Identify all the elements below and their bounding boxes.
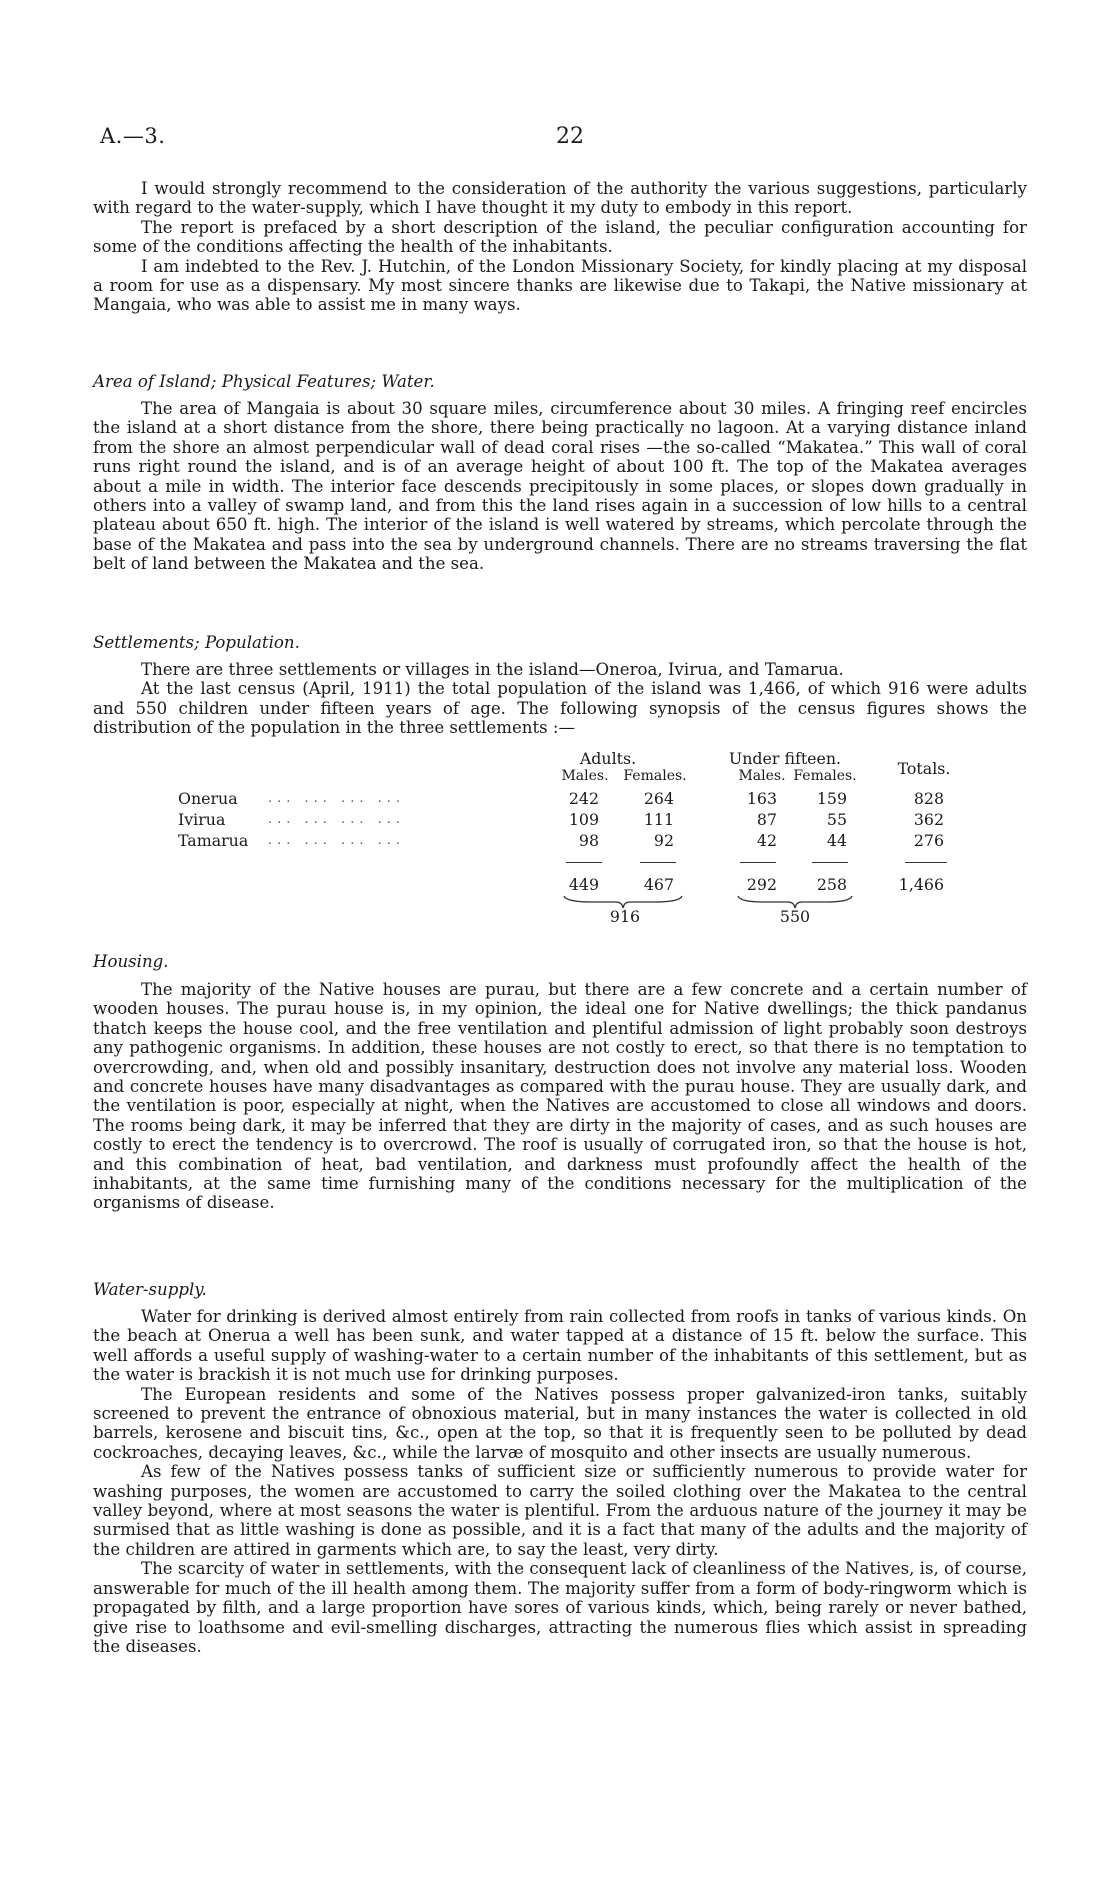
cell-child-females: 159 bbox=[816, 789, 847, 808]
cell-child-females: 55 bbox=[826, 810, 847, 829]
sum-rule bbox=[905, 862, 947, 863]
sum-rule bbox=[566, 862, 602, 863]
cell-child-males: 42 bbox=[756, 831, 777, 850]
settlements-paragraph: At the last census (April, 1911) the total population of the island was 1,466, of which 916 were adults and 550 children under fifteen years of age. The following synopsis of the census figures shows the distribution of the population in the three settlements :— bbox=[93, 679, 1027, 738]
column-header-child-males: Males. bbox=[738, 768, 786, 784]
row-leader-dots: ... ... ... ... bbox=[268, 812, 405, 827]
row-name-ivirua: Ivirua bbox=[178, 810, 226, 829]
cell-child-males: 87 bbox=[756, 810, 777, 829]
cell-total: 276 bbox=[913, 831, 944, 850]
under-fifteen-brace bbox=[736, 894, 854, 910]
sum-rule bbox=[740, 862, 776, 863]
under-fifteen-group-header: Under fifteen. bbox=[728, 749, 842, 768]
cell-adult-males: 98 bbox=[578, 831, 599, 850]
column-header-child-females: Females. bbox=[793, 768, 857, 784]
water-supply-section bbox=[93, 1307, 1027, 1656]
sum-adult-males: 449 bbox=[568, 875, 599, 894]
water-paragraph: As few of the Natives possess tanks of sufficient size or sufficiently numerous to provide water for washing purposes, the women are accustomed to carry the soiled clothing over the Makatea to the central valley beyond, where at most seasons the water is plentiful. From the arduous nature of the journey it may be surmised that as little washing is done as possible, and it is a fact that many of the adults and the majority of the children are attired in garments which are, to say the least, very dirty. bbox=[93, 1462, 1027, 1559]
row-leader-dots: ... ... ... ... bbox=[268, 833, 405, 848]
cell-total: 362 bbox=[913, 810, 944, 829]
cell-adult-females: 111 bbox=[643, 810, 674, 829]
sum-child-females: 258 bbox=[816, 875, 847, 894]
adults-brace bbox=[562, 894, 684, 910]
row-leader-dots: ... ... ... ... bbox=[268, 791, 405, 806]
document-reference: A.—3. bbox=[100, 124, 166, 148]
adults-grand-total: 916 bbox=[609, 907, 641, 926]
settlements-paragraph: There are three settlements or villages in the island—Oneroa, Ivirua, and Tamarua. bbox=[141, 660, 844, 679]
column-header-totals: Totals. bbox=[897, 759, 951, 778]
adults-group-header: Adults. bbox=[579, 749, 637, 768]
housing-section bbox=[93, 980, 1027, 1213]
under-fifteen-grand-total: 550 bbox=[779, 907, 811, 926]
column-header-adult-females: Females. bbox=[623, 768, 687, 784]
intro-paragraph: The report is prefaced by a short description of the island, the peculiar configuration accounting for some of the conditions affecting the health of the inhabitants. bbox=[93, 217, 1027, 257]
settlements-heading: Settlements; Population. bbox=[93, 633, 300, 652]
intro-section bbox=[93, 179, 1027, 315]
intro-paragraph: I would strongly recommend to the consideration of the authority the various suggestions, particularly with regard to the water-supply, which I have thought it my duty to embody in this report. bbox=[93, 179, 1027, 218]
sum-total: 1,466 bbox=[898, 875, 944, 894]
cell-child-females: 44 bbox=[826, 831, 847, 850]
cell-adult-females: 92 bbox=[653, 831, 674, 850]
water-supply-heading: Water-supply. bbox=[93, 1280, 207, 1299]
row-name-tamarua: Tamarua bbox=[178, 831, 249, 850]
area-section bbox=[93, 399, 1027, 574]
sum-child-males: 292 bbox=[746, 875, 777, 894]
cell-child-males: 163 bbox=[746, 789, 777, 808]
cell-adult-males: 109 bbox=[568, 810, 599, 829]
cell-adult-females: 264 bbox=[643, 789, 674, 808]
area-heading: Area of Island; Physical Features; Water. bbox=[93, 372, 435, 391]
housing-heading: Housing. bbox=[93, 952, 169, 971]
cell-total: 828 bbox=[913, 789, 944, 808]
page-number: 22 bbox=[556, 124, 584, 149]
sum-adult-females: 467 bbox=[643, 875, 674, 894]
intro-paragraph: I am indebted to the Rev. J. Hutchin, of the London Missionary Society, for kindly placing at my disposal a room for use as a dispensary. My most sincere thanks are likewise due to Takapi, the Native missionary at Mangaia, who was able to assist me in many ways. bbox=[93, 256, 1027, 315]
row-name-onerua: Onerua bbox=[178, 789, 238, 808]
housing-paragraph: The majority of the Native houses are purau, but there are a few concrete and a certain number of wooden houses. The purau house is, in my opinion, the ideal one for Native dwellings; the thick pandanus thatch keeps the house cool, and the free ventilation and plentiful admission of light probably soon destroys any pathogenic organisms. In addition, these houses are not costly to erect, so that there is no temptation to overcrowding, and, when old and possibly insanitary, destruction does not involve any material loss. Wooden and concrete houses have many disadvantages as compared with the purau house. They are usually dark, and the ventilation is poor, especially at night, when the Natives are accustomed to close all windows and doors. The rooms being dark, it may be inferred that they are dirty in the majority of cases, and as such houses are costly to erect the tendency is to overcrowd. The roof is usually of corrugated iron, so that the house is hot, and this combination of heat, bad ventilation, and darkness must profoundly affect the health of the inhabitants, at the same time furnishing many of the conditions necessary for the multiplication of the organisms of disease. bbox=[93, 980, 1027, 1213]
water-paragraph: The European residents and some of the Natives possess proper galvanized-iron tanks, suitably screened to prevent the entrance of obnoxious material, but in many instances the water is collected in old barrels, kerosene and biscuit tins, &c., open at the top, so that it is frequently seen to be polluted by dead cockroaches, decaying leaves, &c., while the larvæ of mosquito and other insects are usually numerous. bbox=[93, 1384, 1027, 1462]
sum-rule bbox=[640, 862, 676, 863]
water-paragraph: Water for drinking is derived almost entirely from rain collected from roofs in tanks of various kinds. On the beach at Onerua a well has been sunk, and water tapped at a distance of 15 ft. below the surface. This well affords a useful supply of washing-water to a certain number of the inhabitants of this settlement, but as the water is brackish it is not much use for drinking purposes. bbox=[93, 1307, 1027, 1385]
cell-adult-males: 242 bbox=[568, 789, 599, 808]
water-paragraph: The scarcity of water in settlements, with the consequent lack of cleanliness of the Natives, is, of course, answerable for much of the ill health among them. The majority suffer from a form of body-ringworm which is propagated by filth, and a large proportion have sores of various kinds, which, being rarely or never bathed, give rise to loathsome and evil-smelling discharges, attracting the numerous flies which assist in spreading the diseases. bbox=[93, 1559, 1027, 1656]
column-header-adult-males: Males. bbox=[561, 768, 609, 784]
sum-rule bbox=[812, 862, 848, 863]
area-paragraph: The area of Mangaia is about 30 square miles, circumference about 30 miles. A fringing reef encircles the island at a short distance from the shore, there being practically no lagoon. At a varying distance inland from the shore an almost perpendicular wall of dead coral rises —the so-called “Makatea.” This wall of coral runs right round the island, and is of an average height of about 100 ft. The top of the Makatea averages about a mile in width. The interior face descends precipitously in some places, or slopes down gradually in others into a valley of swamp land, and from this the land rises again in a succession of low hills to a central plateau about 650 ft. high. The interior of the island is well watered by streams, which percolate through the base of the Makatea and pass into the sea by underground channels. There are no streams traversing the flat belt of land between the Makatea and the sea. bbox=[93, 399, 1027, 574]
settlements-section bbox=[93, 660, 1027, 738]
